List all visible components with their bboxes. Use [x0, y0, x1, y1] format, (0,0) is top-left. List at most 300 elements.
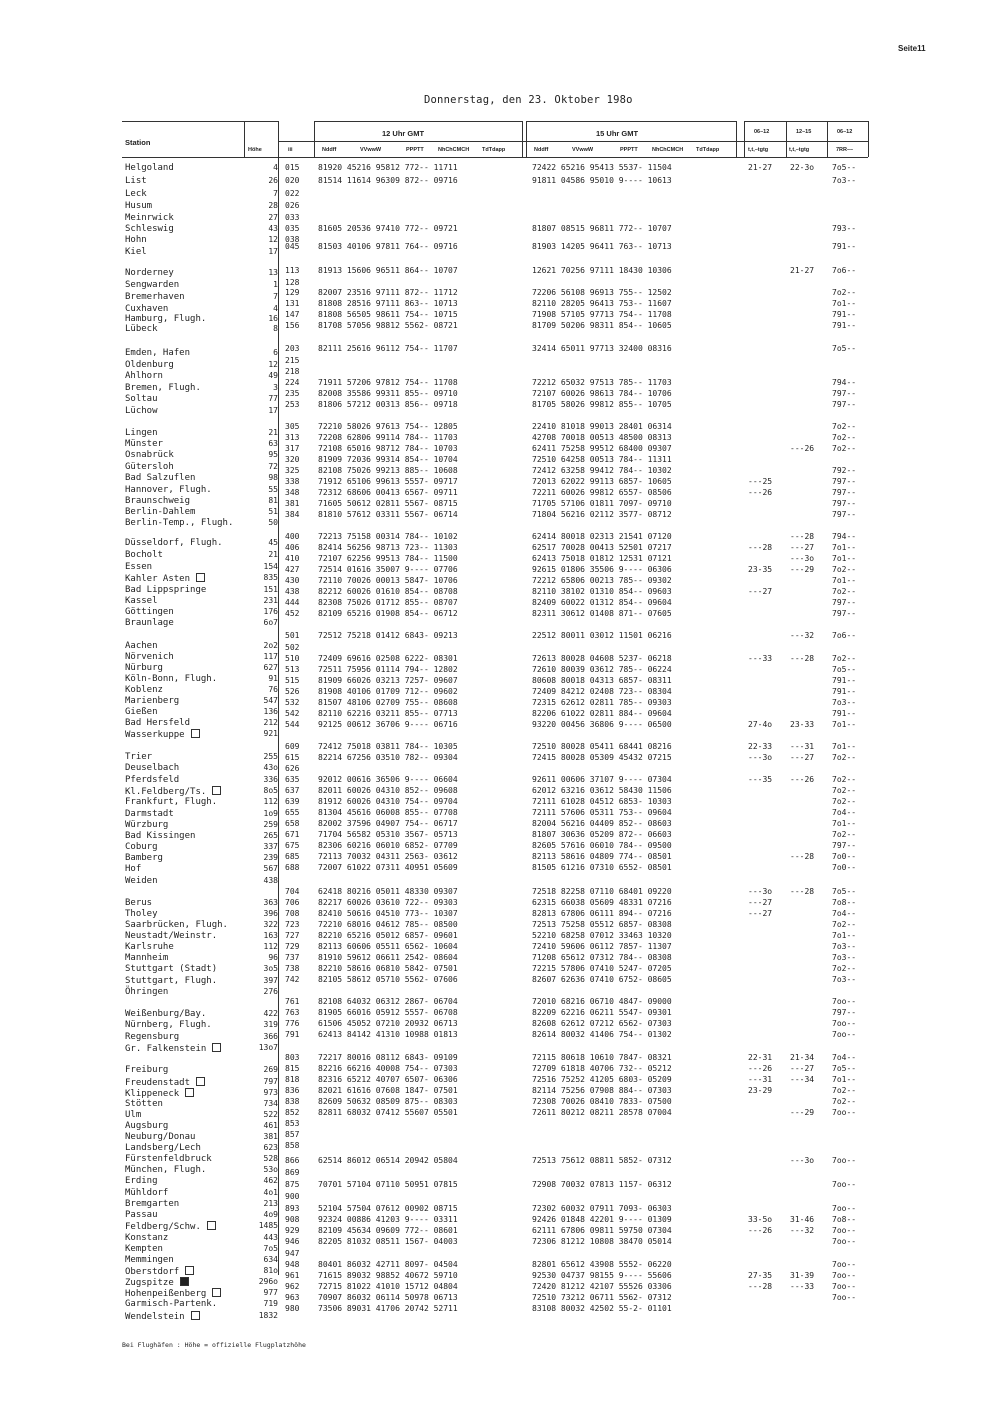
station-index: 033	[285, 213, 300, 222]
station-label: Erding	[125, 1176, 158, 1186]
obs-12utc: 72217 80016 08112 6843- 09109	[318, 1053, 458, 1062]
station-label: Husum	[125, 201, 153, 211]
station-height: 719	[263, 1299, 278, 1308]
temp-range-06-12: 23-35	[748, 565, 773, 574]
station-label: Berlin-Dahlem	[125, 507, 196, 517]
station-height: 627	[263, 663, 278, 672]
station-height: 296o	[258, 1277, 278, 1286]
station-name	[125, 853, 163, 863]
precip-group: 791--	[832, 310, 857, 319]
station-height: 269	[263, 1065, 278, 1074]
precip-group: 797--	[832, 598, 857, 607]
station-height: 4o1	[263, 1188, 278, 1197]
station-height: 336	[263, 775, 278, 784]
station-index: 818	[285, 1075, 300, 1084]
station-label: Öhringen	[125, 987, 169, 997]
header-col: Nddff	[322, 147, 337, 153]
temp-range-12-15: ---33	[790, 1282, 815, 1291]
station-index: 502	[285, 643, 300, 652]
col-rule	[736, 121, 737, 157]
station-index: 400	[285, 532, 300, 541]
obs-15utc: 92426 01848 42201 9---- 01309	[532, 1215, 672, 1224]
temp-range-06-12: ---26	[748, 1226, 773, 1235]
station-label: Landsberg/Lech	[125, 1143, 201, 1153]
station-index: 857	[285, 1130, 300, 1139]
obs-15utc: 72513 75612 08811 5852- 07312	[532, 1156, 672, 1165]
station-label: Braunschweig	[125, 496, 191, 506]
precip-group: 7o6--	[832, 266, 857, 275]
obs-15utc: 72510 73212 06711 5562- 07312	[532, 1293, 672, 1302]
obs-15utc: 82607 62636 07410 6752- 08605	[532, 975, 672, 984]
temp-range-06-12: ---28	[748, 543, 773, 552]
station-index: 815	[285, 1064, 300, 1073]
station-label: Hannover, Flugh.	[125, 485, 212, 495]
station-label: Neuburg/Donau	[125, 1132, 196, 1142]
station-index: 317	[285, 444, 300, 453]
precip-group: 7o4--	[832, 1053, 857, 1062]
station-name	[125, 842, 158, 852]
temp-range-06-12: ---27	[748, 587, 773, 596]
station-label: Gütersloh	[125, 462, 174, 472]
station-label: Bad Lippspringe	[125, 585, 207, 595]
precip-group: 797--	[832, 499, 857, 508]
header-col: PPPTT	[620, 147, 638, 153]
station-height: 28	[268, 201, 278, 210]
obs-12utc: 92012 00616 36506 9---- 06604	[318, 775, 458, 784]
station-height: 45	[268, 538, 278, 547]
temp-range-12-15: ---32	[790, 631, 815, 640]
obs-12utc: 61506 45052 07210 20932 06713	[318, 1019, 458, 1028]
precip-group: 7o1--	[832, 299, 857, 308]
obs-12utc: 82021 61616 07608 1847- 07501	[318, 1086, 458, 1095]
col-rule	[827, 121, 828, 157]
station-label: Wendelstein	[125, 1312, 185, 1322]
station-label: Essen	[125, 562, 153, 572]
station-height: 112	[263, 797, 278, 806]
station-name	[125, 348, 190, 358]
station-height: 51	[268, 507, 278, 516]
temp-range-12-15: ---32	[790, 1226, 815, 1235]
station-name	[125, 809, 174, 819]
station-index: 980	[285, 1304, 300, 1313]
obs-15utc: 82608 62612 07212 6562- 07303	[532, 1019, 672, 1028]
station-height: 117	[263, 652, 278, 661]
station-index: 729	[285, 942, 300, 951]
obs-15utc: 82801 65612 43908 5552- 06220	[532, 1260, 672, 1269]
station-index: 685	[285, 852, 300, 861]
precip-group: 7oo--	[832, 997, 857, 1006]
station-height: 522	[263, 1110, 278, 1119]
temp-range-06-12: ---35	[748, 775, 773, 784]
station-height: 239	[263, 853, 278, 862]
station-height: 397	[263, 976, 278, 985]
precip-group: 7o6--	[832, 631, 857, 640]
station-height: 634	[263, 1255, 278, 1264]
station-height: 4	[273, 304, 278, 313]
station-index: 035	[285, 224, 300, 233]
temp-range-12-15: ---27	[790, 753, 815, 762]
station-index: 742	[285, 975, 300, 984]
temp-range-12-15: 21-27	[790, 266, 815, 275]
station-label: Bremen, Flugh.	[125, 383, 201, 393]
obs-15utc: 32414 65011 97713 32400 08316	[532, 344, 672, 353]
station-index: 947	[285, 1249, 300, 1258]
station-name	[125, 618, 174, 628]
obs-15utc: 72211 60026 99812 6557- 08506	[532, 488, 672, 497]
obs-15utc: 81807 08515 96811 772-- 10707	[532, 224, 672, 233]
precip-group: 7o1--	[832, 819, 857, 828]
station-name	[125, 268, 174, 278]
station-label: Freudenstadt	[125, 1078, 191, 1088]
station-name	[125, 485, 212, 495]
precip-group: 7o3--	[832, 953, 857, 962]
header-col: NhChCMCH	[652, 147, 684, 153]
station-height: 21	[268, 550, 278, 559]
station-height: 72	[268, 462, 278, 471]
station-label: Fürstenfeldbruck	[125, 1154, 212, 1164]
header-col: PPPTT	[406, 147, 424, 153]
station-label: Schleswig	[125, 224, 174, 234]
station-height: 50	[268, 518, 278, 527]
obs-15utc: 72107 60026 98613 784-- 10706	[532, 389, 672, 398]
temp-range-12-15: ---29	[790, 565, 815, 574]
obs-12utc: 81708 57056 98812 5562- 08721	[318, 321, 458, 330]
station-height: 255	[263, 752, 278, 761]
temp-range-06-12: ---26	[748, 488, 773, 497]
station-height: 396	[263, 909, 278, 918]
station-height: 81	[268, 496, 278, 505]
station-index: 026	[285, 201, 300, 210]
precip-group: 791--	[832, 242, 857, 251]
station-label: Lingen	[125, 428, 158, 438]
station-index: 129	[285, 288, 300, 297]
station-name	[125, 439, 163, 449]
station-label: Aachen	[125, 641, 158, 651]
station-label: Koblenz	[125, 685, 163, 695]
station-height: 213	[263, 1199, 278, 1208]
station-index: 635	[285, 775, 300, 784]
station-height: 547	[263, 696, 278, 705]
station-height: 623	[263, 1143, 278, 1152]
precip-group: 791--	[832, 321, 857, 330]
station-index: 147	[285, 310, 300, 319]
station-label: Stuttgart (Stadt)	[125, 964, 218, 974]
station-height: 96	[268, 953, 278, 962]
obs-15utc: 71705 57106 01811 7097- 09710	[532, 499, 672, 508]
obs-15utc: 82004 56216 04409 852-- 08603	[532, 819, 672, 828]
temp-range-06-12: ---25	[748, 477, 773, 486]
station-label: Frankfurt, Flugh.	[125, 797, 218, 807]
station-index: 706	[285, 898, 300, 907]
station-index: 015	[285, 163, 300, 172]
precip-group: 794--	[832, 378, 857, 387]
precip-group: 7o2--	[832, 1097, 857, 1106]
obs-12utc: 81507 48106 02709 755-- 08608	[318, 698, 458, 707]
obs-15utc: 82311 30612 01408 871-- 07605	[532, 609, 672, 618]
precip-group: 791--	[832, 687, 857, 696]
obs-15utc: 72709 61818 40706 732-- 05212	[532, 1064, 672, 1073]
station-name	[125, 1032, 179, 1042]
station-index: 438	[285, 587, 300, 596]
station-height: 276	[263, 987, 278, 996]
station-label: Tholey	[125, 909, 158, 919]
obs-12utc: 62514 86012 06514 20942 05804	[318, 1156, 458, 1165]
station-height: 154	[263, 562, 278, 571]
station-label: Norderney	[125, 268, 174, 278]
station-index: 852	[285, 1108, 300, 1117]
obs-12utc: 82113 60606 05511 6562- 10604	[318, 942, 458, 951]
station-height: 734	[263, 1099, 278, 1108]
station-index: 406	[285, 543, 300, 552]
station-label: Ulm	[125, 1110, 142, 1120]
temp-range-06-12: 21-27	[748, 163, 773, 172]
obs-12utc: 72312 68606 00413 6567- 09711	[318, 488, 458, 497]
station-name	[125, 953, 168, 963]
station-index: 962	[285, 1282, 300, 1291]
precip-group: 7o3--	[832, 975, 857, 984]
header-station: Station	[125, 138, 151, 147]
station-index: 532	[285, 698, 300, 707]
obs-12utc: 72715 81022 41010 15712 04804	[318, 1282, 458, 1291]
station-label: Oberstdorf	[125, 1267, 180, 1277]
precip-group: 7o2--	[832, 753, 857, 762]
obs-15utc: 72415 80028 05309 45432 07215	[532, 753, 672, 762]
station-height: 136	[263, 707, 278, 716]
obs-12utc: 82108 75026 99213 885-- 10608	[318, 466, 458, 475]
station-index: 128	[285, 278, 300, 287]
station-name	[125, 573, 205, 584]
obs-12utc: 82007 23516 97111 872-- 11712	[318, 288, 458, 297]
obs-15utc: 81903 14205 96411 763-- 10713	[532, 242, 672, 251]
station-height: 231	[263, 596, 278, 605]
station-name	[125, 1221, 216, 1232]
col-rule	[526, 121, 527, 157]
station-label: Würzburg	[125, 820, 169, 830]
temp-range-06-12: 22-33	[748, 742, 773, 751]
obs-15utc: 93220 00456 36806 9---- 06500	[532, 720, 672, 729]
station-name	[125, 1277, 189, 1288]
station-label: Emden, Hafen	[125, 348, 191, 358]
precip-group: 7oo--	[832, 1282, 857, 1291]
header-col: VVwwW	[572, 147, 594, 153]
precip-group: 7o3--	[832, 698, 857, 707]
station-name	[125, 383, 201, 393]
station-label: Memmingen	[125, 1255, 174, 1265]
obs-12utc: 71615 89032 98852 40672 59710	[318, 1271, 458, 1280]
obs-12utc: 81810 57612 03311 5567- 06714	[318, 510, 458, 519]
station-index: 708	[285, 909, 300, 918]
obs-15utc: 72302 60032 07911 7093- 06303	[532, 1204, 672, 1213]
station-name	[125, 987, 168, 997]
station-name	[125, 1165, 206, 1175]
temp-range-12-15: 31-39	[790, 1271, 815, 1280]
open-square-icon	[212, 1288, 221, 1297]
station-index: 675	[285, 841, 300, 850]
station-index: 542	[285, 709, 300, 718]
station-height: 3o5	[263, 964, 278, 973]
precip-group: 7oo--	[832, 1019, 857, 1028]
station-index: 738	[285, 964, 300, 973]
obs-15utc: 82209 62216 06211 5547- 09301	[532, 1008, 672, 1017]
station-label: Hohn	[125, 235, 147, 245]
station-name	[125, 428, 158, 438]
station-height: 2o2	[263, 641, 278, 650]
obs-12utc: 82217 60026 03610 722-- 09303	[318, 898, 458, 907]
station-index: 427	[285, 565, 300, 574]
station-height: 43	[268, 224, 278, 233]
precip-group: 791--	[832, 709, 857, 718]
station-name	[125, 976, 217, 986]
precip-group: 797--	[832, 400, 857, 409]
obs-12utc: 82212 60026 01610 854-- 08708	[318, 587, 458, 596]
station-label: Wasserkuppe	[125, 730, 185, 740]
obs-12utc: 82205 81032 08511 1567- 04003	[318, 1237, 458, 1246]
station-index: 908	[285, 1215, 300, 1224]
station-label: Helgoland	[125, 163, 174, 173]
precip-group: 7o2--	[832, 433, 857, 442]
header-range: 06–12	[754, 129, 770, 135]
station-index: 325	[285, 466, 300, 475]
station-name	[125, 1311, 200, 1322]
station-index: 853	[285, 1119, 300, 1128]
precip-group: 7oo--	[832, 1204, 857, 1213]
header-hoehe: Höhe	[248, 147, 262, 153]
station-height: 567	[263, 864, 278, 873]
precip-group: 7o2--	[832, 444, 857, 453]
precip-group: 797--	[832, 841, 857, 850]
precip-group: 7o2--	[832, 587, 857, 596]
station-index: 203	[285, 344, 300, 353]
obs-12utc: 82410 50616 04510 773-- 10307	[318, 909, 458, 918]
obs-12utc: 81514 11614 96309 872-- 09716	[318, 176, 458, 185]
obs-12utc: 81909 66026 03213 7257- 09607	[318, 676, 458, 685]
station-height: 163	[263, 931, 278, 940]
col-rule	[868, 121, 869, 157]
station-height: 259	[263, 820, 278, 829]
station-index: 723	[285, 920, 300, 929]
obs-12utc: 70907 86032 06114 50978 06713	[318, 1293, 458, 1302]
precip-group: 7o1--	[832, 543, 857, 552]
station-name	[125, 1176, 158, 1186]
precip-group: 7o5--	[832, 1064, 857, 1073]
col-rule	[522, 121, 523, 157]
precip-group: 7o3--	[832, 176, 857, 185]
col-rule	[744, 121, 745, 157]
obs-12utc: 71605 50612 02811 5567- 08715	[318, 499, 458, 508]
obs-15utc: 72306 81212 10808 38470 05014	[532, 1237, 672, 1246]
station-name	[125, 652, 174, 662]
temp-range-12-15: ---29	[790, 1108, 815, 1117]
precip-group: 7o2--	[832, 422, 857, 431]
station-label: Passau	[125, 1210, 158, 1220]
precip-group: 7oo--	[832, 1260, 857, 1269]
station-name	[125, 864, 141, 874]
station-name	[125, 1288, 221, 1299]
open-square-icon	[196, 1077, 205, 1086]
station-height: 151	[263, 585, 278, 594]
obs-15utc: 82110 38102 01310 854-- 09603	[532, 587, 672, 596]
precip-group: 7oo--	[832, 1156, 857, 1165]
station-label: Hohenpeißenberg	[125, 1289, 207, 1299]
temp-range-06-12: ---27	[748, 898, 773, 907]
open-square-icon	[212, 1043, 221, 1052]
obs-12utc: 71912 65106 99613 5557- 09717	[318, 477, 458, 486]
station-name	[125, 1244, 163, 1254]
temp-range-12-15: ---27	[790, 1064, 815, 1073]
station-name	[125, 371, 163, 381]
station-name	[125, 518, 233, 528]
obs-15utc: 72613 80028 04608 5237- 06218	[532, 654, 672, 663]
temp-range-06-12: ---27	[748, 909, 773, 918]
temp-range-06-12: 27-4o	[748, 720, 773, 729]
station-label: Meinrwick	[125, 213, 174, 223]
station-label: Göttingen	[125, 607, 174, 617]
station-height: 81o	[263, 1266, 278, 1275]
station-name	[125, 292, 185, 302]
obs-15utc: 62413 75018 01812 12531 07121	[532, 554, 672, 563]
obs-12utc: 81908 40106 01709 712-- 09602	[318, 687, 458, 696]
station-height: 8	[273, 324, 278, 333]
obs-15utc: 72510 80028 05411 68441 08216	[532, 742, 672, 751]
station-index: 156	[285, 321, 300, 330]
station-label: Ahlhorn	[125, 371, 163, 381]
station-height: 1832	[258, 1311, 278, 1320]
obs-12utc: 81912 60026 04310 754-- 09704	[318, 797, 458, 806]
obs-12utc: 82008 35586 99311 855-- 09710	[318, 389, 458, 398]
precip-group: 797--	[832, 510, 857, 519]
station-index: 430	[285, 576, 300, 585]
station-index: 313	[285, 433, 300, 442]
precip-group: 7o5--	[832, 665, 857, 674]
station-index: 671	[285, 830, 300, 839]
obs-15utc: 82110 28205 96413 753-- 11607	[532, 299, 672, 308]
station-height: 17	[268, 247, 278, 256]
station-label: Mühldorf	[125, 1188, 169, 1198]
station-height: 77	[268, 394, 278, 403]
station-label: Deuselbach	[125, 763, 180, 773]
station-label: Kempten	[125, 1244, 163, 1254]
precip-group: 7o2--	[832, 1086, 857, 1095]
station-label: Bad Salzuflen	[125, 473, 196, 483]
station-name	[125, 920, 228, 930]
precip-group: 7o0--	[832, 852, 857, 861]
obs-15utc: 91811 04586 95010 9---- 10613	[532, 176, 672, 185]
station-name	[125, 1188, 168, 1198]
station-label: Kahler Asten	[125, 574, 191, 584]
obs-12utc: 92324 00886 41203 9---- 03311	[318, 1215, 458, 1224]
station-label: Kassel	[125, 596, 158, 606]
station-label: Garmisch-Partenk.	[125, 1299, 218, 1309]
obs-12utc: 82002 37596 04907 754-- 06717	[318, 819, 458, 828]
station-index: 544	[285, 720, 300, 729]
station-index: 045	[285, 242, 300, 251]
station-label: Regensburg	[125, 1032, 180, 1042]
obs-15utc: 72610 80039 03612 785-- 06224	[532, 665, 672, 674]
station-index: 948	[285, 1260, 300, 1269]
station-name	[125, 752, 152, 762]
station-index: 838	[285, 1097, 300, 1106]
obs-12utc: 72412 75018 03811 784-- 10305	[318, 742, 458, 751]
station-index: 737	[285, 953, 300, 962]
station-index: 410	[285, 554, 300, 563]
precip-group: 7o2--	[832, 565, 857, 574]
station-name	[125, 718, 190, 728]
precip-group: 7o2--	[832, 964, 857, 973]
precip-group: 7oo--	[832, 1226, 857, 1235]
station-height: 1o9	[263, 809, 278, 818]
station-name	[125, 1077, 205, 1088]
station-name	[125, 1065, 168, 1075]
